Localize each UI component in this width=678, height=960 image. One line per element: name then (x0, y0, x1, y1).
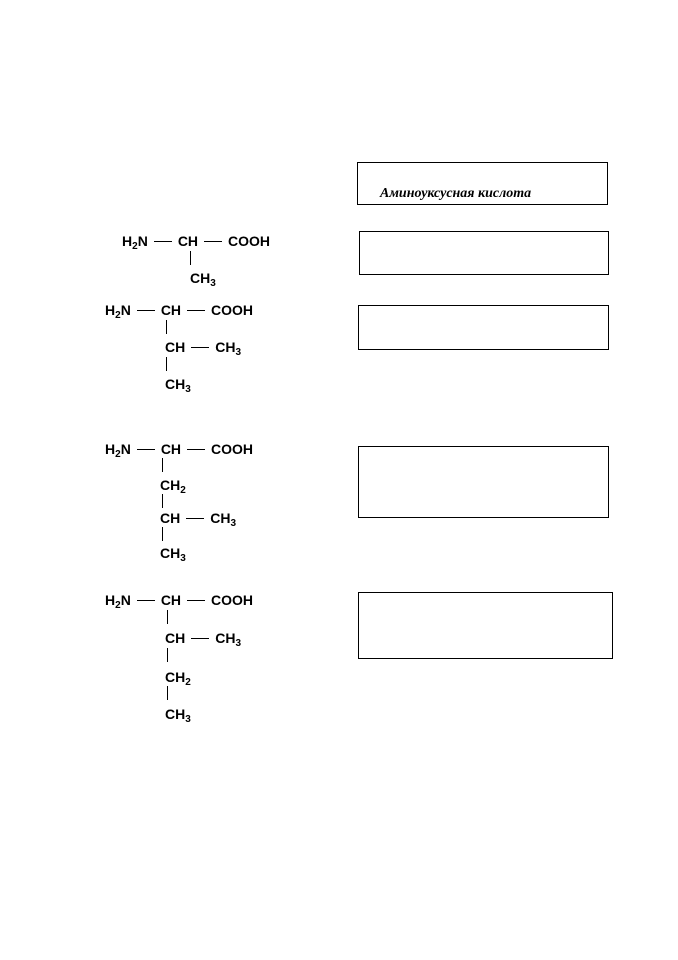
answer-box-4[interactable] (358, 446, 609, 518)
bond (167, 648, 168, 662)
bond (166, 320, 167, 334)
answer-box-5[interactable] (358, 592, 613, 659)
formula-alanine-main-chain: $H_2N$ CH COOH (122, 233, 271, 252)
answer-box-1[interactable] (357, 162, 608, 205)
formula-leucine-ch2: $CH_2$ (160, 477, 186, 496)
bond (167, 610, 168, 624)
answer-box-2[interactable] (359, 231, 609, 275)
formula-alanine-ch3: $CH_3$ (190, 270, 216, 289)
formula-isoleucine-ch3: $CH_3$ (165, 706, 191, 725)
formula-isoleucine-ch2: $CH_2$ (165, 669, 191, 688)
answer-box-3[interactable] (358, 305, 609, 350)
formula-isoleucine-main-chain: $H_2N$ CH COOH (105, 592, 254, 611)
bond (162, 458, 163, 472)
formula-leucine-ch3: $CH_3$ (160, 545, 186, 564)
formula-leucine-branch: CH $CH_3$ (160, 510, 237, 529)
bond (162, 494, 163, 508)
bond (167, 686, 168, 700)
bond (190, 251, 191, 265)
formula-valine-main-chain: $H_2N$ CH COOH (105, 302, 254, 321)
formula-leucine-main-chain: $H_2N$ CH COOH (105, 441, 254, 460)
formula-valine-ch3: $CH_3$ (165, 376, 191, 395)
answer-box-1-label: Аминоуксусная кислота (380, 186, 532, 201)
formula-isoleucine-branch: CH $CH_3$ (165, 630, 242, 649)
bond (166, 357, 167, 371)
formula-valine-branch: CH $CH_3$ (165, 339, 242, 358)
bond (162, 527, 163, 541)
